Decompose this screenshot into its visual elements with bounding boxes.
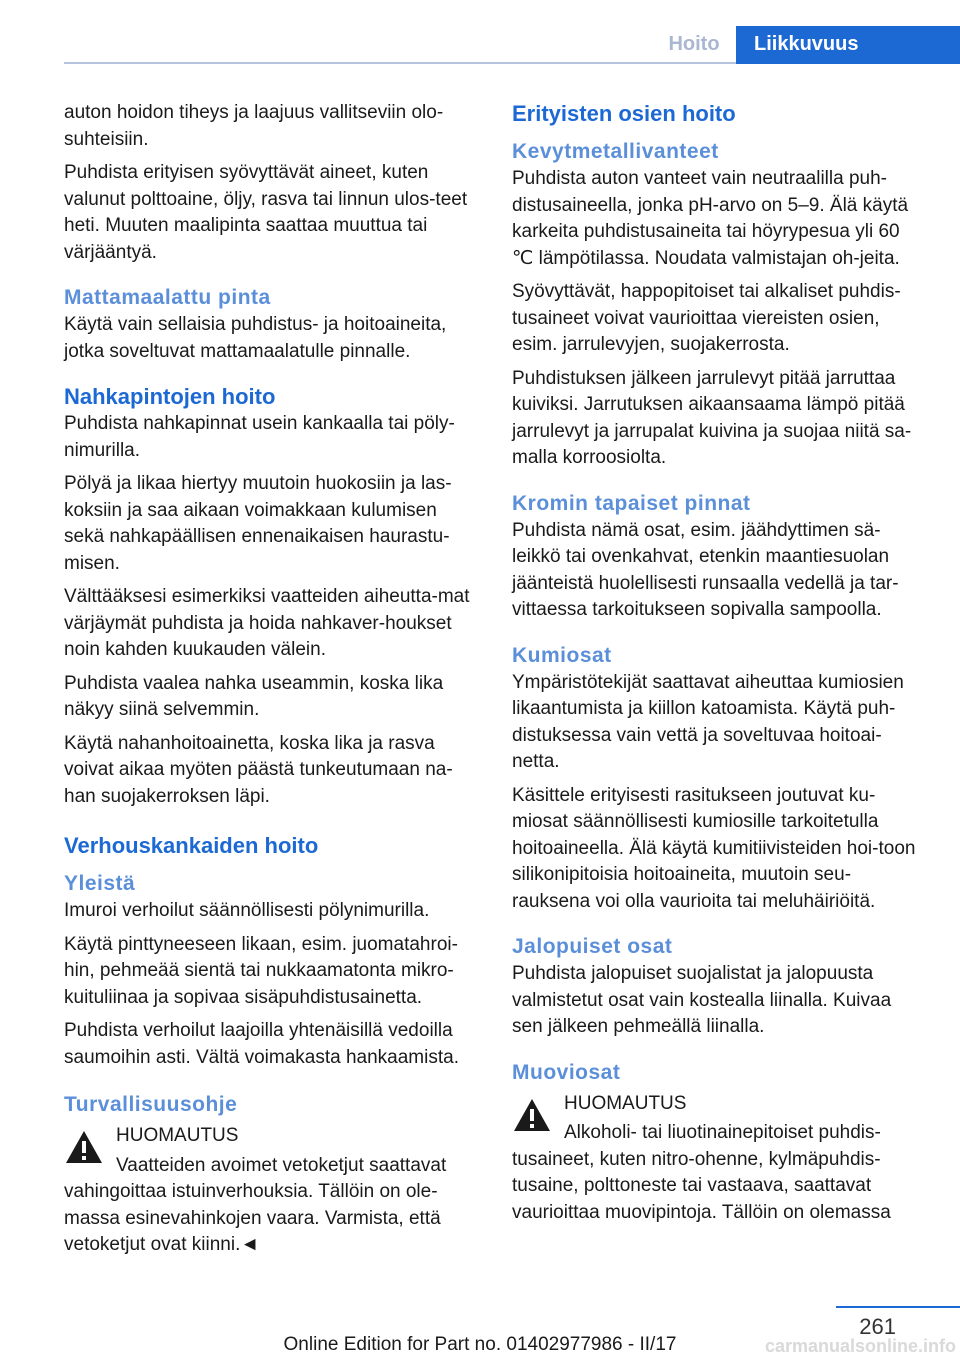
warning-text: Alkoholi- tai liuotinainepitoiset puhdis-tusaineet, kuten nitro-ohenne, kylmäpuhdis-tusaine, polttoneste tai vastaava, saattavat vaurioittaa muovipintoja. Tällöin on olemassa xyxy=(512,1122,891,1223)
subheading-safety-note: Turvallisuusohje xyxy=(64,1093,238,1116)
paragraph: Puhdista vaalea nahka useammin, koska lika näkyy siinä selvemmin. xyxy=(64,672,444,720)
section-tab[interactable]: Hoito xyxy=(668,33,720,55)
subheading-general: Yleistä xyxy=(64,872,136,895)
subheading-rubber-parts: Kumiosat xyxy=(512,643,612,667)
subheading-alloy-wheels: Kevytmetallivanteet xyxy=(512,140,719,163)
left-column xyxy=(64,100,476,1266)
paragraph: Käsittele erityisesti rasitukseen joutuvat ku-miosat säännöllisesti kumiosille tarkoitetulla hoitoaineella. Älä käytä kumitiivisteiden hoi-toon silikonipitoisia hoitoaineita, muutoin seu-rauksena voi olla vaurioita tai meluhäiriöitä. xyxy=(512,784,916,912)
paragraph: Puhdista erityisen syövyttävät aineet, kuten valunut polttoaine, öljy, rasva tai linnun ulos-teet heti. Muuten maalipinta saattaa muuttua tai värjääntyä. xyxy=(64,162,468,263)
warning-triangle-icon xyxy=(64,1129,104,1165)
paragraph: Käytä nahanhoitoainetta, koska lika ja rasva voivat aikaa myöten päästä tunkeutumaan na-han suojakerroksen läpi. xyxy=(64,732,453,807)
paragraph: Pölyä ja likaa hiertyy muutoin huokosiin ja las-koksiin ja saa aikaan voimakkaan kulumisen sekä nahkapäällisen ennenaikaisen haurastu-misen. xyxy=(64,473,452,574)
right-column xyxy=(512,100,924,1233)
warning-label: HUOMAUTUS xyxy=(564,1092,687,1114)
paragraph: Puhdistuksen jälkeen jarrulevyt pitää jarruttaa kuiviksi. Jarrutuksen aikaansaama lämpö pitää jarrulevyt ja jarrupalat kuivina ja suojaa niitä sa-malla korroosiolta. xyxy=(512,367,912,468)
page-number: 261 xyxy=(859,1314,896,1339)
paragraph: Käytä pinttyneeseen likaan, esim. juomatahroi-hin, pehmeää sientä tai nukkaamatonta mikro-kuituliinaa ja sopivaa sisäpuhdistusainetta. xyxy=(64,933,458,1008)
paragraph: auton hoidon tiheys ja laajuus vallitseviin olo-suhteisiin. xyxy=(64,102,444,150)
edition-note: Online Edition for Part no. 01402977986 - II/17 xyxy=(283,1334,677,1355)
subheading-plastic-parts: Muoviosat xyxy=(512,1060,621,1084)
paragraph: Syövyttävät, happopitoiset tai alkaliset puhdis-tusaineet voivat vaurioittaa viereisten osien, esim. jarrulevyjen, suojakerrosta. xyxy=(512,281,901,355)
paragraph: Puhdista verhoilut laajoilla yhtenäisillä vedoilla saumoihin asti. Vältä voimakasta hankaamista. xyxy=(64,1020,459,1068)
subheading-wood-parts: Jalopuiset osat xyxy=(512,935,673,958)
paragraph: Puhdista nahkapinnat usein kankaalla tai pöly-nimurilla. xyxy=(64,413,455,461)
paragraph: Välttääksesi esimerkiksi vaatteiden aiheutta-mat värjäymät puhdista ja hoida nahkaver-houkset noin kahden kuukauden välein. xyxy=(64,586,470,660)
paragraph: Puhdista nämä osat, esim. jäähdyttimen sä-leikkö tai ovenkahvat, etenkin maantiesuolan jäänteistä huolellisesti runsaalla vedellä ja tar-vittaessa tarkoitukseen sopivalla sampoolla. xyxy=(512,519,899,620)
subheading-chrome-surfaces: Kromin tapaiset pinnat xyxy=(512,491,751,515)
watermark: carmanualsonline.info xyxy=(764,1336,956,1356)
heading-upholstery-care: Verhouskankaiden hoito xyxy=(64,833,319,858)
paragraph: Ympäristötekijät saattavat aiheuttaa kumiosien likaantumista ja kiillon katoamista. Käytä puh-distuksessa vain vettä ja soveltuvaa hoitoai-netta. xyxy=(512,671,904,772)
footer-rule xyxy=(836,1306,960,1308)
warning-box xyxy=(512,1091,924,1227)
paragraph: Imuroi verhoilut säännöllisesti pölynimurilla. xyxy=(64,900,430,921)
warning-box xyxy=(64,1123,476,1259)
paragraph: Käytä vain sellaisia puhdistus- ja hoitoaineita, jotka soveltuvat mattamaalatulle pinnalle. xyxy=(64,314,447,362)
paragraph: Puhdista auton vanteet vain neutraalilla puh-distusaineella, jonka pH-arvo on 5–9. Älä käytä karkeita puhdistusaineita tai höyrypesua yli 60 ℃ lämpötilassa. Noudata valmistajan oh-jeita. xyxy=(512,168,909,269)
subheading-matte-paint: Mattamaalattu pinta xyxy=(64,286,271,309)
paragraph: Puhdista jalopuiset suojalistat ja jalopuusta valmistetut osat vain kostealla liinalla. Kuivaa sen jälkeen pehmeällä liinalla. xyxy=(512,963,892,1037)
heading-leather-care: Nahkapintojen hoito xyxy=(64,384,276,409)
warning-text: Vaatteiden avoimet vetoketjut saattavat vahingoittaa istuinverhouksia. Tällöin on ole-massa esinevahinkojen vaara. Varmista, että vetoketjut ovat kiinni.◄ xyxy=(64,1154,447,1255)
page-header xyxy=(0,26,960,62)
warning-triangle-icon xyxy=(512,1097,552,1133)
warning-label: HUOMAUTUS xyxy=(116,1125,239,1146)
heading-special-parts-care: Erityisten osien hoito xyxy=(512,101,736,126)
chapter-tab[interactable]: Liikkuvuus xyxy=(736,26,960,64)
